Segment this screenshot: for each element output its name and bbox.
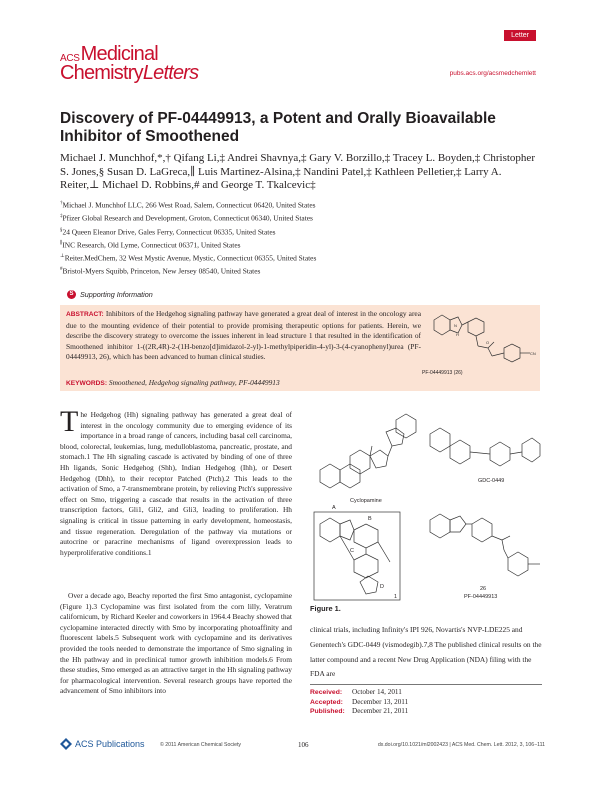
keywords-label: KEYWORDS: bbox=[66, 380, 108, 387]
doi-citation[interactable]: dx.doi.org/10.1021/ml2002423 | ACS Med. Chem. Lett. 2012, 3, 106−111 bbox=[377, 742, 545, 748]
label-ring-a: A bbox=[332, 505, 336, 511]
publication-dates bbox=[310, 688, 542, 717]
right-column-text: clinical trials, including Infinity's IPI 926, Novartis's NVP-LDE225 and Genentech's GDC-0449 (vismodegib).7,8 The published clinical results on the latter compound and a recent New Drug Application (NDA) filing with the FDA are bbox=[310, 625, 542, 679]
date-accepted: Accepted: December 13, 2011 bbox=[310, 697, 409, 706]
label-ring-d: D bbox=[380, 584, 384, 590]
supporting-info-link[interactable] bbox=[67, 290, 153, 299]
acs-logo-text: ACS bbox=[60, 53, 80, 64]
journal-name-letters: Letters bbox=[142, 62, 199, 84]
svg-text:O: O bbox=[486, 340, 490, 345]
toc-structure-graphic bbox=[422, 308, 536, 378]
supporting-info-label: Supporting Information bbox=[80, 290, 153, 299]
label-cyclopamine: Cyclopamine bbox=[350, 498, 382, 504]
copyright: © 2011 American Chemical Society bbox=[160, 742, 241, 748]
article-title: Discovery of PF-04449913, a Potent and Orally Bioavailable Inhibitor of Smoothened bbox=[60, 110, 496, 145]
svg-text:CN: CN bbox=[530, 351, 536, 356]
page-number: 106 bbox=[298, 741, 309, 749]
abstract-body: Inhibitors of the Hedgehog signaling pathway have generated a great deal of interest in the oncology area due to the mounting evidence of their potential to provide promising therapeutic options for patients. Herein, we describe the discovery strategy to overcome the issues inherent in lead structure 1 that resulted in the identification of Smoothened inhibitor 1-((2R,4R)-2-(1H-benzo[d]imidazol-2-yl)-1-methylpiperidin-4-yl)-3-(4-cyanophenyl)urea (PF-04449913, 26), which has been advanced to human clinical studies. bbox=[66, 309, 421, 361]
svg-text:H: H bbox=[456, 332, 459, 337]
keywords bbox=[66, 378, 426, 387]
affiliation: ∥INC Research, Old Lyme, Connecticut 06371, United States bbox=[60, 240, 241, 250]
affiliation: #Bristol-Myers Squibb, Princeton, New Jersey 08540, United States bbox=[60, 266, 261, 276]
date-received: Received: October 14, 2011 bbox=[310, 688, 402, 696]
acs-publications-logo[interactable] bbox=[60, 738, 145, 750]
label-ring-c: C bbox=[350, 548, 354, 554]
journal-logo bbox=[60, 44, 198, 83]
abstract-label: ABSTRACT: bbox=[66, 311, 104, 318]
acs-logo-icon bbox=[60, 738, 72, 750]
article-type-badge: Letter bbox=[504, 30, 536, 41]
abstract-text bbox=[66, 309, 421, 363]
date-published: Published: December 21, 2011 bbox=[310, 707, 409, 715]
body-paragraph-1: The Hedgehog (Hh) signaling pathway has generated a great deal of interest in the oncology community due to emerging evidence of its importance in a broad range of cancers, including basal cell carcinoma, blood, colorectal, leukemias, lung, medulloblastoma, pancreatic, prostate, and stomach.1 The Hh signaling cascade is activated by binding of one of three Hh ligands, Sonic Hedgehog (Shh), Indian Hedgehog (Ihh), or Desert Hedgehog (Dhh), to their receptor Patched (Ptch).2 This leads to the activation of Smo, a 7-transmembrane protein, by relieving Ptch's suppressive effect on Smo, triggering a cascade that results in the activation of three transcription factors, Gli1, Gli2, and Gli3, leading to proliferation. Hh signaling is critical in tissue patterning in early development, homeostasis, and tissue regeneration. Deregulation of the pathway via mutations or autocrine or paracrine mechanisms of ligand overexpression leads to hyperproliferative conditions.1 bbox=[60, 405, 292, 557]
figure-1-structures bbox=[310, 412, 542, 604]
affiliation: †Michael J. Munchhof LLC, 266 West Road, Salem, Connecticut 06420, United States bbox=[60, 200, 316, 210]
author-list: Michael J. Munchhof,*,† Qifang Li,‡ Andrei Shavnya,‡ Gary V. Borzillo,‡ Tracey L. Boyden,‡ Christopher S. Jones,§ Susan D. LaGreca,∥ Luis Martinez-Alsina,‡ Nandini Patel,‡ Kathleen Pelletier,‡ Larry A. Reiter,⊥ Michael D. Robbins,# and George T. Tkalcevic‡ bbox=[60, 152, 535, 192]
label-compound-1: 1 bbox=[394, 594, 398, 600]
page-footer bbox=[60, 736, 545, 756]
affiliation: ⊥Reiter.MedChem, 32 West Mystic Avenue, Mystic, Connecticut 06355, United States bbox=[60, 253, 317, 263]
keywords-list: Smoothened, Hedgehog signaling pathway, PF-04449913 bbox=[108, 378, 280, 387]
dates-divider bbox=[310, 684, 542, 685]
drop-cap: T bbox=[60, 405, 79, 438]
label-pf04449913: PF-04449913 bbox=[464, 594, 498, 600]
toc-compound-label: PF-04449913 (26) bbox=[422, 370, 463, 376]
figure-caption: Figure 1. bbox=[310, 604, 341, 613]
journal-name-line1: Medicinal bbox=[80, 43, 158, 65]
publisher-name: ACS Publications bbox=[75, 739, 145, 749]
label-gdc0449: GDC-0449 bbox=[478, 478, 505, 484]
label-compound-26: 26 bbox=[480, 586, 487, 592]
affiliation: ‡Pfizer Global Research and Development, Groton, Connecticut 06340, United States bbox=[60, 213, 313, 223]
affiliation: §24 Queen Eleanor Drive, Gales Ferry, Connecticut 06335, United States bbox=[60, 227, 276, 236]
label-ring-b: B bbox=[368, 516, 372, 522]
journal-url-link[interactable]: pubs.acs.org/acsmedchemlett bbox=[449, 70, 536, 77]
supporting-info-icon: S bbox=[67, 290, 76, 299]
affiliations bbox=[60, 198, 540, 278]
svg-text:N: N bbox=[454, 323, 457, 328]
journal-name-line2: Chemistry bbox=[60, 62, 143, 84]
body-paragraph-2: Over a decade ago, Beachy reported the first Smo antagonist, cyclopamine (Figure 1).3 Cyclopamine was first isolated from the corn lilly, Veratrum californicum, by Richard Keeler and coworkers in 1964.4 Beachy showed that cyclopamine interacted directly with Smo by incorporating photoaffinity and fluorescent labels.5 Subsequent work with cyclopamine and its derivatives provided the tools needed to demonstrate the importance of Smo signaling in the Hh pathway and in preclinical tumor growth inhibition models.6 From these studies, Smo emerged as an attractive target in the Hh signaling pathway for pharmacological intervention. Several research groups have reported the advancement of Smo inhibitors into bbox=[60, 591, 292, 696]
